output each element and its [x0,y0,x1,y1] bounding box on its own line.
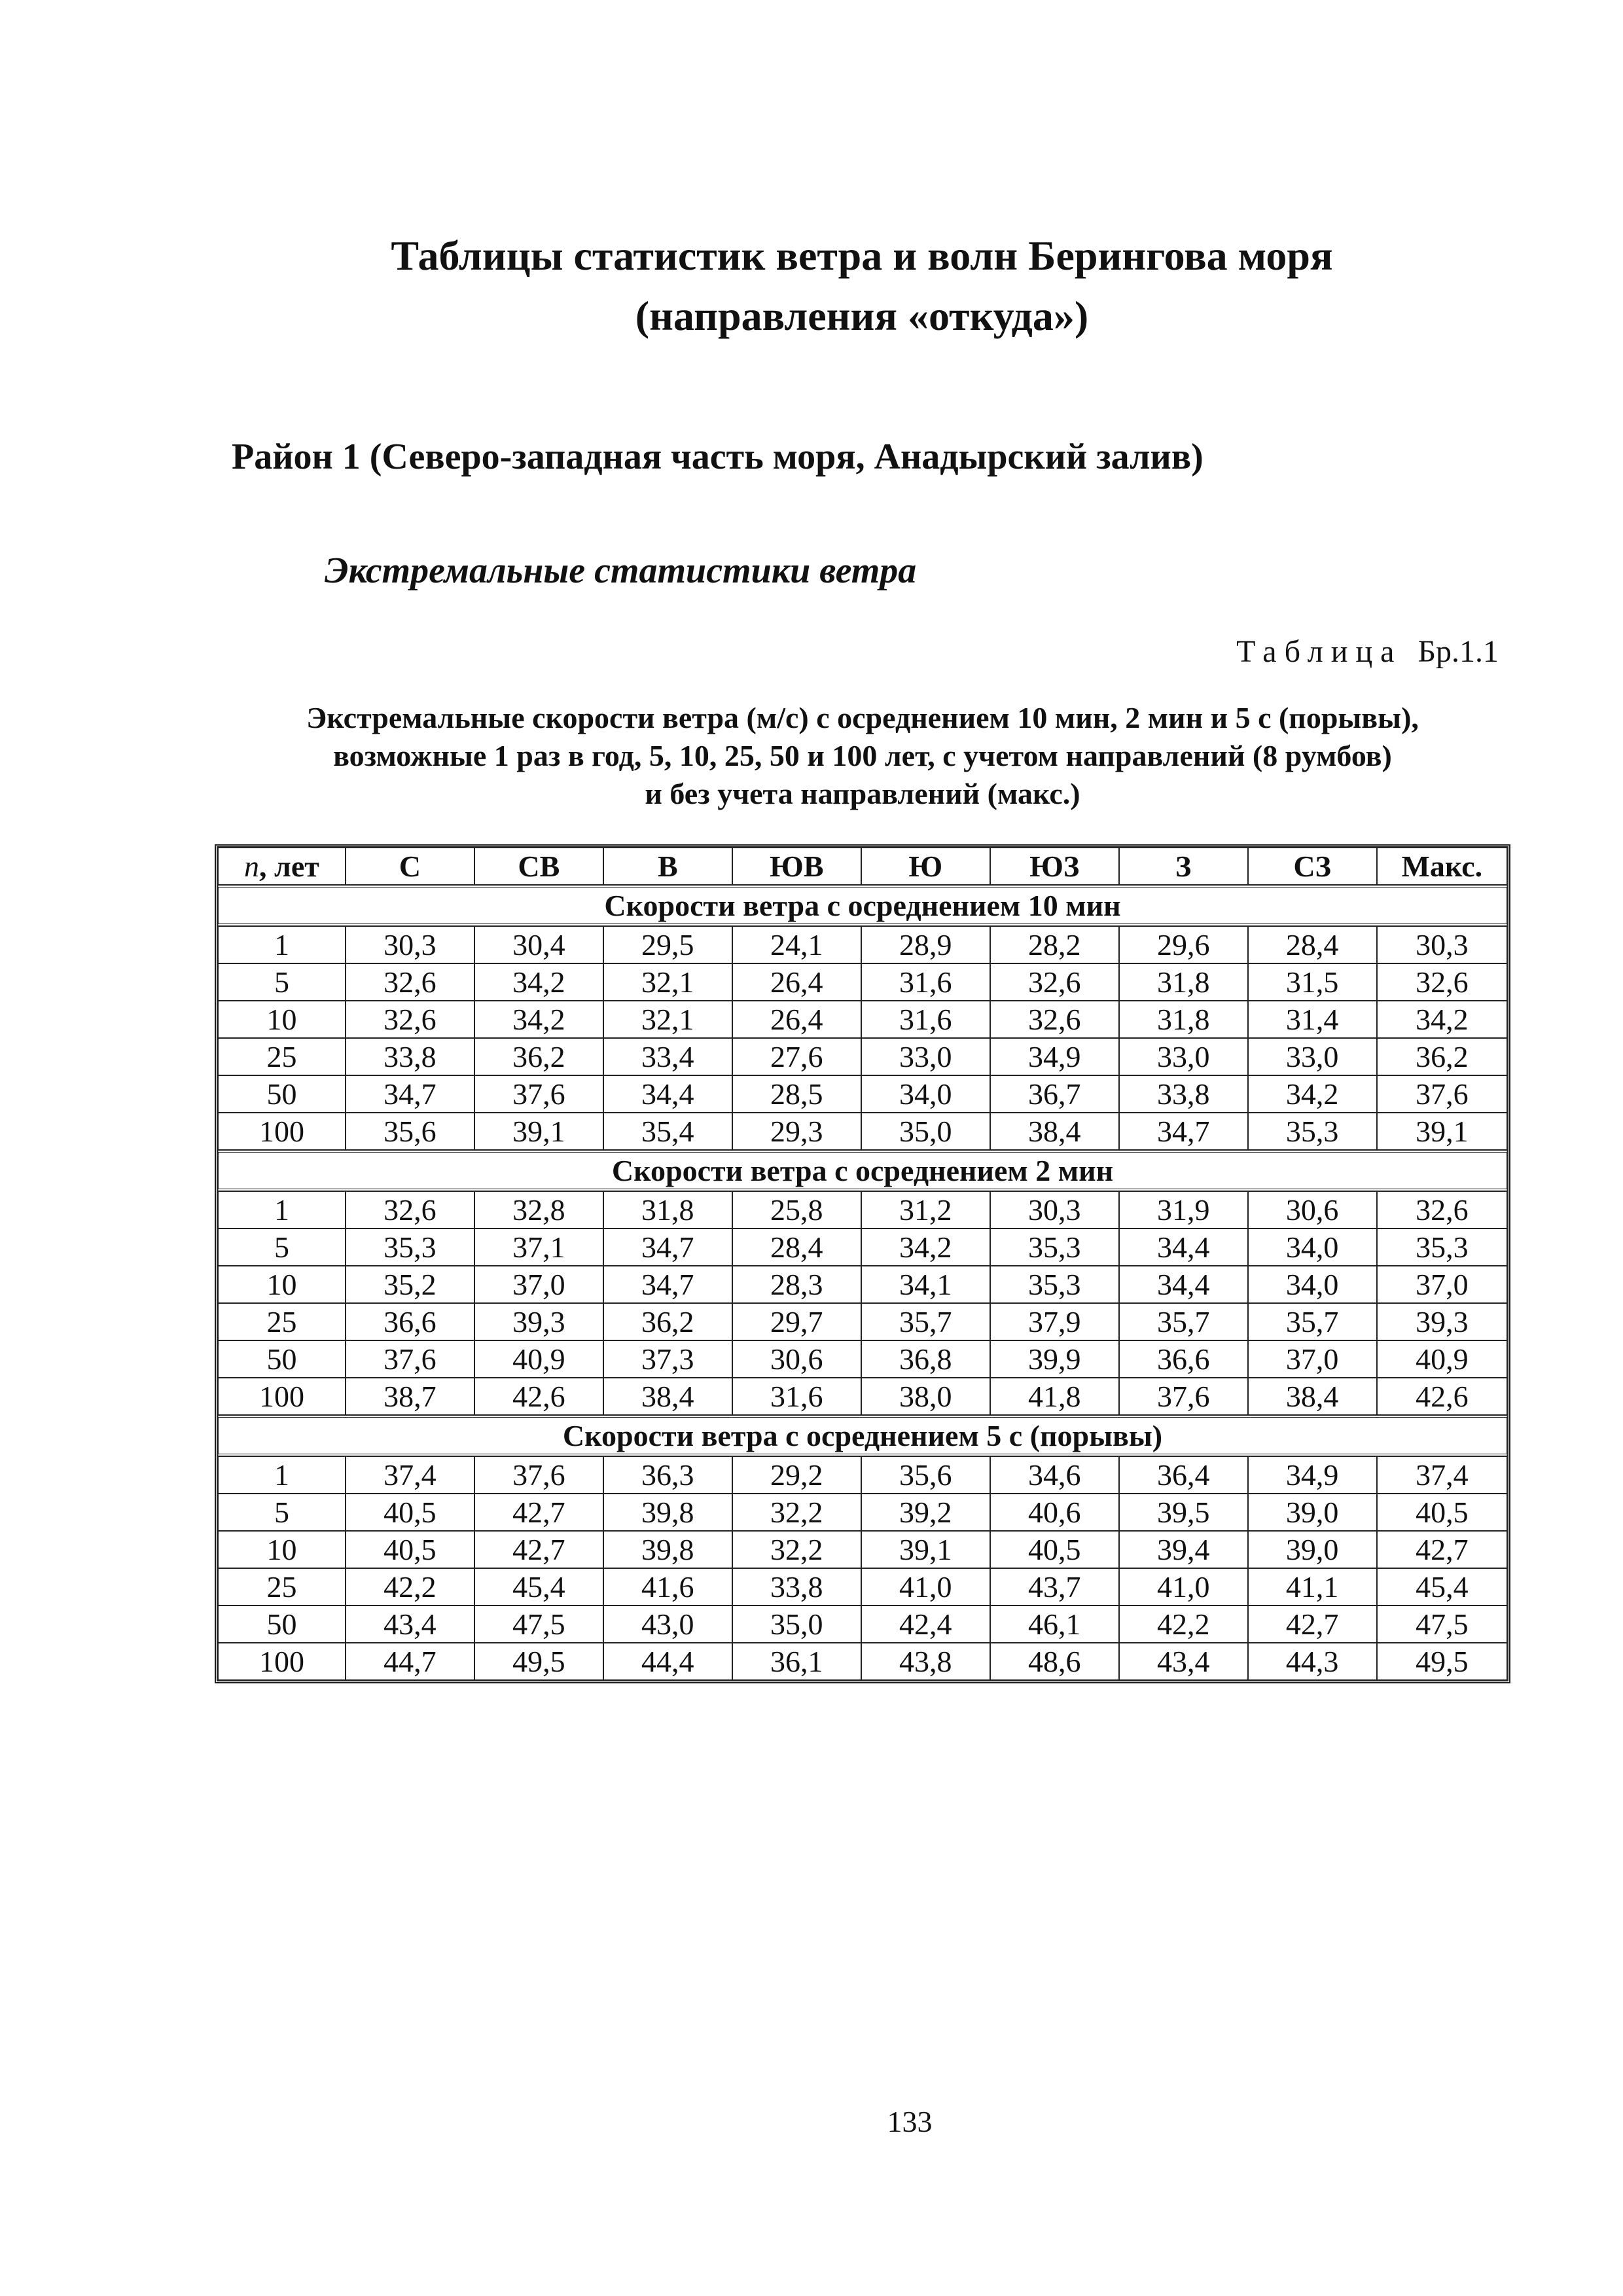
wind-speed-cell: 28,4 [732,1229,861,1266]
return-period-cell: 100 [218,1113,346,1150]
wind-speed-cell: 39,1 [861,1531,990,1568]
wind-speed-cell: 35,7 [861,1303,990,1340]
wind-speed-cell: 34,2 [1377,1001,1507,1038]
wind-speed-cell: 36,8 [861,1340,990,1378]
wind-speed-cell: 31,8 [1119,963,1248,1001]
return-period-cell: 100 [218,1643,346,1680]
table-row [218,1605,1507,1643]
header-direction: СВ [474,848,603,885]
wind-speed-cell: 34,9 [990,1038,1119,1075]
wind-speed-cell: 33,0 [1248,1038,1377,1075]
wind-speed-cell: 30,3 [1377,926,1507,963]
wind-speed-cell: 34,4 [1119,1266,1248,1303]
wind-speed-cell: 42,6 [1377,1378,1507,1415]
wind-speed-cell: 32,6 [990,963,1119,1001]
wind-speed-cell: 28,2 [990,926,1119,963]
wind-speed-cell: 36,6 [1119,1340,1248,1378]
wind-speed-cell: 37,6 [474,1456,603,1494]
wind-speed-cell: 37,6 [1119,1378,1248,1415]
wind-speed-cell: 34,4 [603,1075,732,1113]
section-title: Скорости ветра с осреднением 2 мин [218,1150,1507,1191]
wind-speed-cell: 41,0 [1119,1568,1248,1605]
wind-speed-cell: 49,5 [1377,1643,1507,1680]
header-max: Макс. [1377,848,1507,885]
wind-speed-cell: 35,0 [861,1113,990,1150]
wind-speed-cell: 31,6 [861,1001,990,1038]
wind-speed-cell: 33,4 [603,1038,732,1075]
wind-speed-cell: 40,5 [346,1531,474,1568]
wind-speed-cell: 40,9 [474,1340,603,1378]
wind-speed-cell: 31,2 [861,1191,990,1229]
wind-speed-cell: 45,4 [474,1568,603,1605]
wind-speed-cell: 32,6 [346,1001,474,1038]
return-period-cell: 50 [218,1075,346,1113]
wind-speed-cell: 26,4 [732,963,861,1001]
wind-speed-cell: 38,4 [1248,1378,1377,1415]
wind-speed-cell: 43,0 [603,1605,732,1643]
wind-speed-cell: 43,7 [990,1568,1119,1605]
wind-speed-cell: 28,4 [1248,926,1377,963]
wind-speed-cell: 44,7 [346,1643,474,1680]
wind-speed-cell: 42,2 [1119,1605,1248,1643]
wind-speed-cell: 34,1 [861,1266,990,1303]
wind-speed-cell: 34,2 [474,963,603,1001]
wind-speed-cell: 39,8 [603,1531,732,1568]
wind-speed-cell: 33,8 [732,1568,861,1605]
wind-speed-cell: 28,3 [732,1266,861,1303]
wind-speed-cell: 28,9 [861,926,990,963]
wind-speed-cell: 45,4 [1377,1568,1507,1605]
wind-speed-cell: 35,3 [990,1229,1119,1266]
wind-speed-cell: 30,3 [346,926,474,963]
wind-speed-cell: 35,0 [732,1605,861,1643]
wind-speed-cell: 33,8 [1119,1075,1248,1113]
wind-speed-cell: 39,0 [1248,1531,1377,1568]
wind-speed-cell: 34,0 [861,1075,990,1113]
wind-speed-cell: 25,8 [732,1191,861,1229]
return-period-cell: 1 [218,1456,346,1494]
wind-speed-cell: 46,1 [990,1605,1119,1643]
wind-speed-cell: 42,2 [346,1568,474,1605]
wind-speed-cell: 35,7 [1248,1303,1377,1340]
wind-speed-cell: 27,6 [732,1038,861,1075]
return-period-cell: 10 [218,1266,346,1303]
wind-speed-cell: 29,3 [732,1113,861,1150]
table-row [218,926,1507,963]
return-period-cell: 5 [218,963,346,1001]
wind-speed-cell: 40,9 [1377,1340,1507,1378]
wind-speed-cell: 43,4 [1119,1643,1248,1680]
wind-speed-cell: 40,6 [990,1494,1119,1531]
wind-speed-cell: 31,5 [1248,963,1377,1001]
wind-speed-cell: 32,1 [603,1001,732,1038]
wind-speed-cell: 26,4 [732,1001,861,1038]
wind-speed-cell: 34,6 [990,1456,1119,1494]
header-direction: ЮВ [732,848,861,885]
header-direction: Ю [861,848,990,885]
table-row [218,963,1507,1001]
return-period-cell: 25 [218,1038,346,1075]
table-row [218,1531,1507,1568]
wind-speed-cell: 37,1 [474,1229,603,1266]
wind-speed-cell: 29,7 [732,1303,861,1340]
wind-speed-cell: 34,7 [346,1075,474,1113]
title-line-1: Таблицы статистик ветра и волн Берингова моря [391,232,1333,279]
wind-speed-cell: 37,4 [346,1456,474,1494]
header-direction: СЗ [1248,848,1377,885]
table-row [218,1266,1507,1303]
return-period-cell: 50 [218,1605,346,1643]
wind-speed-cell: 34,0 [1248,1266,1377,1303]
wind-speed-cell: 35,3 [990,1266,1119,1303]
wind-speed-cell: 35,6 [346,1113,474,1150]
wind-speed-cell: 42,7 [1248,1605,1377,1643]
wind-speed-cell: 37,0 [1377,1266,1507,1303]
section-subheading: Экстремальные статистики ветра [325,550,917,591]
wind-speed-cell: 41,8 [990,1378,1119,1415]
wind-speed-cell: 37,3 [603,1340,732,1378]
wind-speed-cell: 34,7 [1119,1113,1248,1150]
wind-speed-cell: 36,2 [603,1303,732,1340]
return-period-cell: 25 [218,1303,346,1340]
wind-speed-cell: 30,6 [732,1340,861,1378]
wind-speed-cell: 37,6 [1377,1075,1507,1113]
wind-speed-cell: 35,4 [603,1113,732,1150]
wind-speed-cell: 44,4 [603,1643,732,1680]
table-row [218,1340,1507,1378]
wind-speed-cell: 42,4 [861,1605,990,1643]
table-header-row [218,848,1507,885]
wind-speed-cell: 31,9 [1119,1191,1248,1229]
wind-speed-cell: 34,7 [603,1266,732,1303]
table-row [218,1038,1507,1075]
wind-speed-cell: 36,2 [1377,1038,1507,1075]
wind-speed-cell: 38,0 [861,1378,990,1415]
page-number: 133 [887,2105,933,2138]
wind-speed-cell: 44,3 [1248,1643,1377,1680]
header-years-label: , лет [259,850,319,883]
table-row [218,1456,1507,1494]
header-direction: В [603,848,732,885]
wind-speed-cell: 37,9 [990,1303,1119,1340]
wind-speed-cell: 39,8 [603,1494,732,1531]
wind-speed-cell: 40,5 [346,1494,474,1531]
wind-speed-cell: 33,0 [1119,1038,1248,1075]
wind-speed-cell: 42,7 [474,1494,603,1531]
wind-speed-cell: 32,2 [732,1531,861,1568]
wind-speed-cell: 34,7 [603,1229,732,1266]
wind-speed-cell: 37,0 [1248,1340,1377,1378]
wind-speed-cell: 31,4 [1248,1001,1377,1038]
section-header-row [218,1150,1507,1191]
header-direction: З [1119,848,1248,885]
wind-speed-cell: 39,1 [1377,1113,1507,1150]
wind-speed-cell: 39,3 [1377,1303,1507,1340]
wind-speed-cell: 31,6 [861,963,990,1001]
header-direction: ЮЗ [990,848,1119,885]
region-heading: Район 1 (Северо-западная часть моря, Анадырский залив) [232,437,1204,477]
table-body [218,885,1507,1680]
wind-speed-cell: 37,6 [346,1340,474,1378]
wind-speed-cell: 39,4 [1119,1531,1248,1568]
section-title: Скорости ветра с осреднением 10 мин [218,885,1507,926]
wind-speed-cell: 30,3 [990,1191,1119,1229]
wind-speed-cell: 31,8 [1119,1001,1248,1038]
wind-speed-cell: 35,6 [861,1456,990,1494]
wind-speed-cell: 35,2 [346,1266,474,1303]
wind-speed-cell: 30,4 [474,926,603,963]
wind-speed-cell: 33,0 [861,1038,990,1075]
table-row [218,1113,1507,1150]
return-period-cell: 25 [218,1568,346,1605]
table-label [1236,634,1499,670]
header-return-period [218,848,346,885]
return-period-cell: 10 [218,1531,346,1568]
wind-speed-cell: 40,5 [990,1531,1119,1568]
table-row [218,1568,1507,1605]
header-direction: С [346,848,474,885]
wind-speed-cell: 39,9 [990,1340,1119,1378]
wind-speed-cell: 39,1 [474,1113,603,1150]
wind-speed-cell: 35,3 [1248,1113,1377,1150]
table-label-word: Таблица [1236,634,1402,669]
wind-speed-cell: 47,5 [474,1605,603,1643]
wind-speed-cell: 39,5 [1119,1494,1248,1531]
wind-speed-cell: 34,2 [861,1229,990,1266]
title-line-2: (направления «откуда») [635,293,1089,339]
wind-speed-cell: 35,3 [346,1229,474,1266]
wind-speed-table [215,844,1510,1683]
return-period-cell: 50 [218,1340,346,1378]
table-row [218,1001,1507,1038]
wind-speed-cell: 38,4 [603,1378,732,1415]
return-period-cell: 5 [218,1229,346,1266]
table-row [218,1378,1507,1415]
wind-speed-cell: 37,6 [474,1075,603,1113]
wind-speed-cell: 42,7 [1377,1531,1507,1568]
wind-speed-cell: 32,6 [346,963,474,1001]
wind-speed-cell: 31,8 [603,1191,732,1229]
return-period-cell: 10 [218,1001,346,1038]
wind-speed-cell: 39,0 [1248,1494,1377,1531]
wind-speed-cell: 31,6 [732,1378,861,1415]
wind-speed-cell: 34,9 [1248,1456,1377,1494]
wind-speed-cell: 36,7 [990,1075,1119,1113]
wind-speed-cell: 34,0 [1248,1229,1377,1266]
wind-speed-cell: 48,6 [990,1643,1119,1680]
return-period-cell: 1 [218,926,346,963]
section-title: Скорости ветра с осреднением 5 с (порывы) [218,1415,1507,1456]
wind-speed-cell: 36,3 [603,1456,732,1494]
wind-speed-cell: 29,2 [732,1456,861,1494]
wind-speed-cell: 47,5 [1377,1605,1507,1643]
wind-speed-cell: 41,1 [1248,1568,1377,1605]
wind-speed-cell: 29,5 [603,926,732,963]
wind-speed-cell: 32,8 [474,1191,603,1229]
wind-speed-cell: 32,6 [1377,963,1507,1001]
table-caption [216,699,1509,813]
wind-speed-cell: 37,4 [1377,1456,1507,1494]
table-row [218,1075,1507,1113]
table-row [218,1643,1507,1680]
wind-speed-cell: 29,6 [1119,926,1248,963]
header-n-symbol: n [244,850,260,883]
wind-speed-cell: 41,6 [603,1568,732,1605]
wind-speed-cell: 39,3 [474,1303,603,1340]
wind-speed-cell: 43,8 [861,1643,990,1680]
table-row [218,1191,1507,1229]
wind-speed-cell: 38,4 [990,1113,1119,1150]
return-period-cell: 1 [218,1191,346,1229]
wind-speed-cell: 33,8 [346,1038,474,1075]
wind-speed-cell: 36,6 [346,1303,474,1340]
wind-speed-cell: 32,1 [603,963,732,1001]
table-row [218,1229,1507,1266]
table-row [218,1303,1507,1340]
wind-speed-cell: 37,0 [474,1266,603,1303]
wind-speed-cell: 36,4 [1119,1456,1248,1494]
wind-speed-cell: 36,2 [474,1038,603,1075]
wind-speed-cell: 38,7 [346,1378,474,1415]
wind-speed-cell: 35,7 [1119,1303,1248,1340]
caption-line-3: и без учета направлений (макс.) [645,777,1080,810]
wind-speed-cell: 49,5 [474,1643,603,1680]
wind-speed-cell: 35,3 [1377,1229,1507,1266]
wind-speed-cell: 30,6 [1248,1191,1377,1229]
wind-speed-cell: 32,6 [990,1001,1119,1038]
wind-speed-cell: 34,2 [474,1001,603,1038]
caption-line-2: возможные 1 раз в год, 5, 10, 25, 50 и 100 лет, с учетом направлений (8 румбов) [333,739,1392,772]
wind-speed-cell: 39,2 [861,1494,990,1531]
wind-speed-cell: 32,2 [732,1494,861,1531]
wind-speed-cell: 40,5 [1377,1494,1507,1531]
wind-speed-cell: 36,1 [732,1643,861,1680]
wind-speed-cell: 34,4 [1119,1229,1248,1266]
wind-speed-cell: 43,4 [346,1605,474,1643]
wind-speed-cell: 42,7 [474,1531,603,1568]
table-number: Бр.1.1 [1418,634,1499,669]
table-row [218,1494,1507,1531]
section-header-row [218,885,1507,926]
return-period-cell: 100 [218,1378,346,1415]
wind-speed-cell: 32,6 [346,1191,474,1229]
wind-speed-cell: 32,6 [1377,1191,1507,1229]
wind-speed-cell: 41,0 [861,1568,990,1605]
wind-speed-cell: 42,6 [474,1378,603,1415]
wind-speed-cell: 24,1 [732,926,861,963]
wind-speed-cell: 34,2 [1248,1075,1377,1113]
caption-line-1: Экстремальные скорости ветра (м/с) с осреднением 10 мин, 2 мин и 5 с (порывы), [306,701,1419,734]
wind-speed-cell: 28,5 [732,1075,861,1113]
document-title [0,226,1623,346]
return-period-cell: 5 [218,1494,346,1531]
section-header-row [218,1415,1507,1456]
